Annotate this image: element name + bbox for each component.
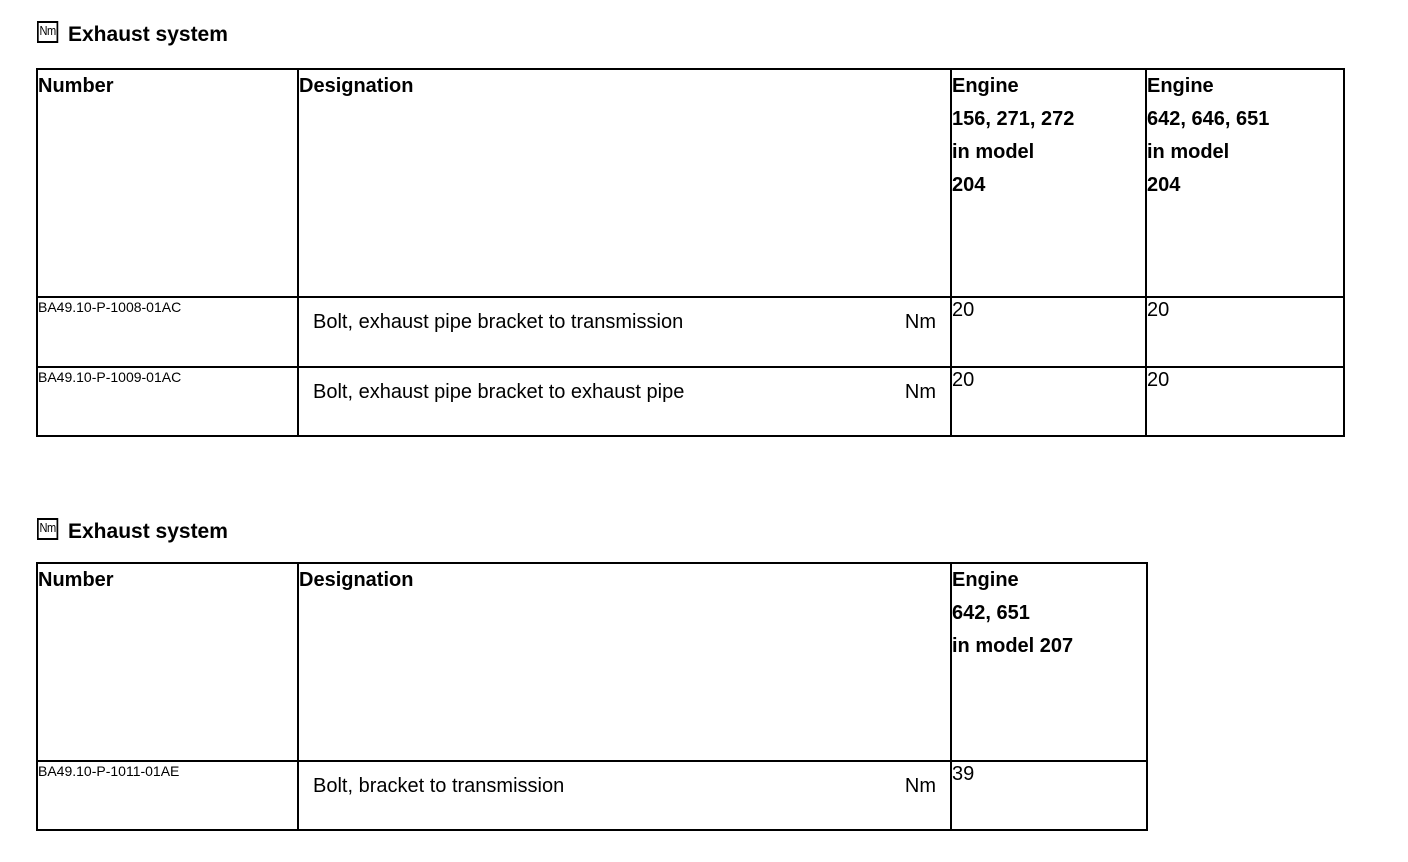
row-number: BA49.10-P-1008-01AC bbox=[37, 297, 298, 367]
row-unit: Nm bbox=[904, 775, 936, 797]
torque-table bbox=[36, 562, 1148, 831]
header-designation: Designation bbox=[298, 563, 951, 761]
table-row bbox=[37, 297, 1344, 367]
header-engine-line: in model bbox=[1147, 141, 1230, 163]
header-engine-line: Engine bbox=[952, 569, 1019, 591]
row-designation: Bolt, exhaust pipe bracket to exhaust pipe bbox=[313, 381, 685, 403]
row-designation-cell bbox=[298, 367, 951, 436]
section-heading bbox=[37, 521, 228, 543]
section-heading bbox=[37, 24, 228, 46]
row-designation-cell bbox=[298, 297, 951, 367]
header-engine bbox=[951, 69, 1146, 297]
header-engine bbox=[1146, 69, 1344, 297]
header-engine-line: Engine bbox=[952, 75, 1019, 97]
row-value: 20 bbox=[1146, 297, 1344, 367]
torque-nm-icon: Nm bbox=[37, 21, 58, 43]
section-title: Exhaust system bbox=[68, 520, 228, 543]
torque-nm-icon: Nm bbox=[37, 518, 58, 540]
torque-table bbox=[36, 68, 1345, 437]
row-number: BA49.10-P-1011-01AE bbox=[37, 761, 298, 830]
row-number: BA49.10-P-1009-01AC bbox=[37, 367, 298, 436]
row-value: 20 bbox=[1146, 367, 1344, 436]
row-unit: Nm bbox=[904, 311, 936, 333]
row-value: 20 bbox=[951, 297, 1146, 367]
row-value: 20 bbox=[951, 367, 1146, 436]
header-designation: Designation bbox=[298, 69, 951, 297]
header-number: Number bbox=[37, 563, 298, 761]
table-header-row bbox=[37, 563, 1147, 761]
row-designation-cell bbox=[298, 761, 951, 830]
header-engine-line: 204 bbox=[952, 174, 986, 196]
section-title: Exhaust system bbox=[68, 23, 228, 46]
header-engine-line: Engine bbox=[1147, 75, 1214, 97]
header-engine-line: 642, 651 bbox=[952, 602, 1030, 624]
header-engine-line: 642, 646, 651 bbox=[1147, 108, 1270, 130]
table-header-row bbox=[37, 69, 1344, 297]
row-unit: Nm bbox=[904, 381, 936, 403]
header-engine-line: 204 bbox=[1147, 174, 1181, 196]
header-engine-line: in model bbox=[952, 141, 1035, 163]
row-designation: Bolt, exhaust pipe bracket to transmission bbox=[313, 311, 684, 333]
table-row bbox=[37, 367, 1344, 436]
table-row bbox=[37, 761, 1147, 830]
row-designation: Bolt, bracket to transmission bbox=[313, 775, 565, 797]
header-engine bbox=[951, 563, 1147, 761]
header-number: Number bbox=[37, 69, 298, 297]
header-engine-line: in model 207 bbox=[952, 635, 1074, 657]
header-engine-line: 156, 271, 272 bbox=[952, 108, 1075, 130]
row-value: 39 bbox=[951, 761, 1147, 830]
